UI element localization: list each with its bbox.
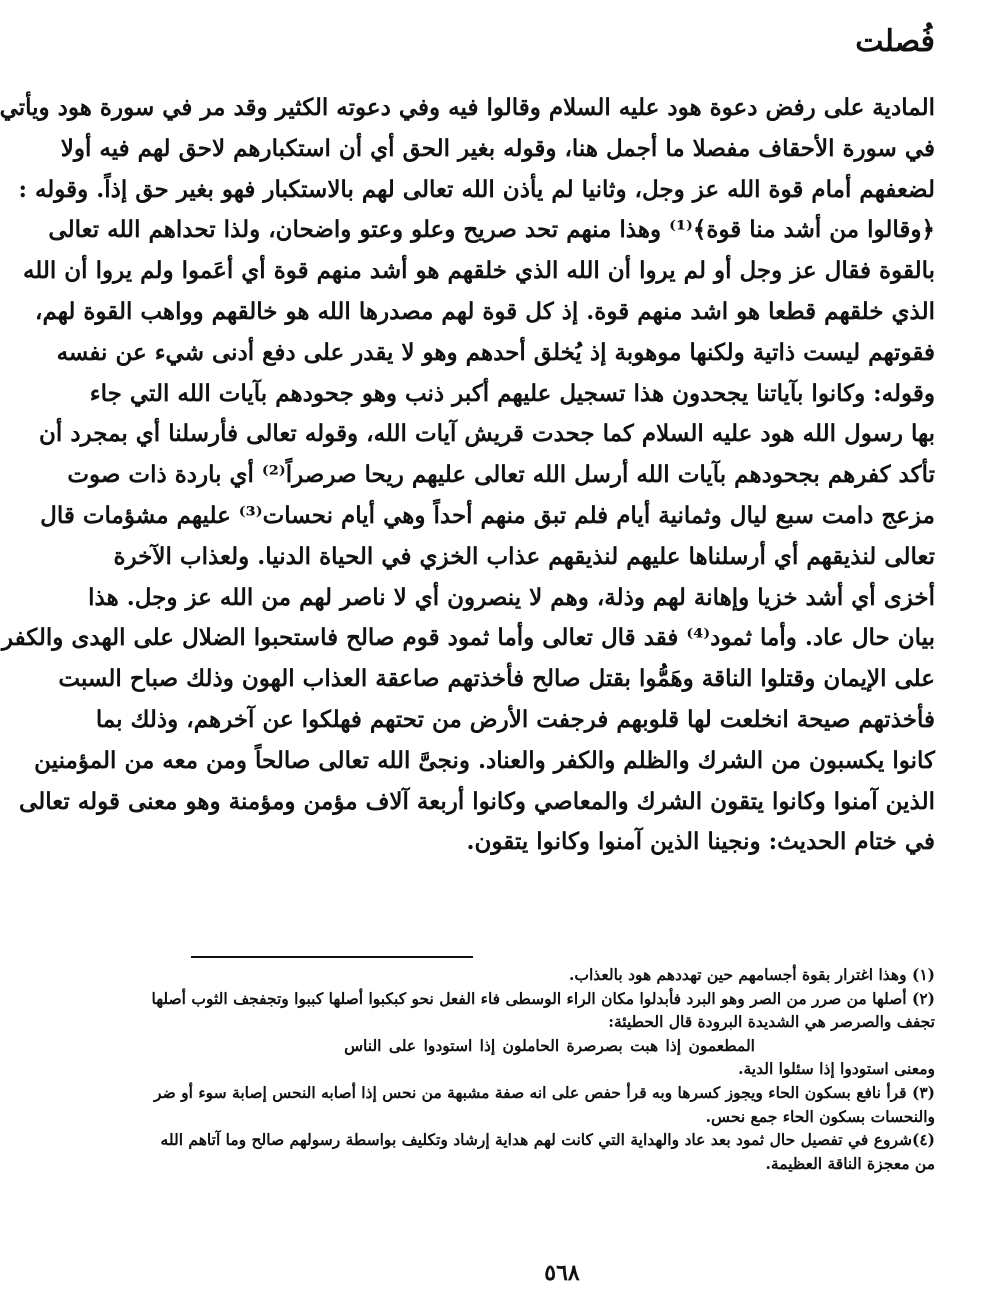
footnote-line: تجفف والصرصر هي الشديدة البرودة قال الحطيئة: bbox=[608, 1012, 935, 1032]
text-line: في سورة الأحقاف مفصلا ما أجمل هنا، وقوله بغير الحق أي أن استكبارهم لاحق لهم فيه أولا bbox=[60, 134, 935, 162]
text-line: وقوله: وكانوا بآياتنا يجحدون هذا تسجيل عليهم أكبر ذنب وهو جحودهم بآيات الله التي جاء bbox=[89, 379, 935, 407]
text-line: فأخذتهم صيحة انخلعت لها قلوبهم فرجفت الأرض من تحتهم فهلكوا عن آخرهم، وذلك بما bbox=[95, 705, 935, 733]
text-line: بالقوة فقال عز وجل أو لم يروا أن الله الذي خلقهم هو أشد منهم قوة أي أعَموا ولم يروا أن الله bbox=[22, 257, 935, 285]
text-line: فقوتهم ليست ذاتية ولكنها موهوبة إذ يُخلق أحدهم وهو لا يقدر على دفع أدنى شيء عن نفسه bbox=[56, 338, 935, 366]
footnotes bbox=[151, 963, 935, 1175]
footnote-line: (٣) قرأ نافع بسكون الحاء ويجوز كسرها وبه قرأ حفص على انه صفة مشبهة من نحس إذا أصابه النحس إصابة سوء أو ضر bbox=[154, 1082, 935, 1102]
text-line: مزعج دامت سبع ليال وثمانية أيام فلم تبق منهم أحداً وهي أيام نحسات⁽³⁾ عليهم مشؤمات قال bbox=[40, 501, 935, 529]
text-line: تعالى لنذيقهم أي أرسلناها عليهم لنذيقهم عذاب الخزي في الحياة الدنيا. ولعذاب الآخرة bbox=[113, 542, 935, 570]
text-line: الذين آمنوا وكانوا يتقون الشرك والمعاصي وكانوا أربعة آلاف مؤمن ومؤمنة وهو معنى قوله تعالى bbox=[19, 787, 935, 815]
footnote-divider bbox=[191, 956, 473, 958]
text-line: ﴿وقالوا من أشد منا قوة﴾⁽¹⁾ وهذا منهم تحد صريح وعلو وعتو واضحان، ولذا تحداهم الله تعالى bbox=[48, 216, 935, 244]
footnote-line: والنحسات بسكون الحاء جمع نحس. bbox=[705, 1106, 935, 1126]
surah-title: فُصلت bbox=[855, 24, 935, 59]
text-line: في ختام الحديث: ونجينا الذين آمنوا وكانوا يتقون. bbox=[466, 828, 935, 856]
text-line: المادية على رفض دعوة هود عليه السلام وقالوا فيه وفي دعوته الكثير وقد مر في سورة هود ويأتي bbox=[0, 94, 935, 121]
text-line: كانوا يكسبون من الشرك والظلم والكفر والعناد. ونجىَّ الله تعالى صالحاً ومن معه من المؤمنين bbox=[34, 746, 935, 774]
footnote-line: من معجزة الناقة العظيمة. bbox=[765, 1153, 935, 1173]
text-line: بها رسول الله هود عليه السلام كما جحدت قريش آيات الله، وقوله تعالى فأرسلنا أي بمجرد أن bbox=[39, 420, 935, 448]
main-text bbox=[0, 88, 935, 863]
text-line: تأكد كفرهم بجحودهم بآيات الله أرسل الله تعالى عليهم ريحا صرصراً⁽²⁾ أي باردة ذات صوت bbox=[67, 461, 935, 489]
footnote-line: ومعنى استودوا إذا سئلوا الدية. bbox=[738, 1059, 935, 1079]
text-line: على الإيمان وقتلوا الناقة وهَمُّوا بقتل صالح فأخذتهم صاعقة العذاب الهون وذلك صباح السبت bbox=[58, 665, 935, 693]
text-line: أخزى أي أشد خزيا وإهانة لهم وذلة، وهم لا ينصرون أي لا ناصر لهم من الله عز وجل. هذا bbox=[88, 583, 935, 611]
footnote-line: (٤)شروع في تفصيل حال ثمود بعد عاد والهداية التي كانت لهم هداية إرشاد وتكليف بواسطة رسولهم صالح وما آتاهم الله bbox=[160, 1130, 935, 1150]
page-number: ٥٦٨ bbox=[544, 1260, 580, 1286]
footnote-line: (٢) أصلها من صرر من الصر وهو البرد فأبدلوا مكان الراء الوسطى فاء الفعل نحو كبكبوا أصلها كببوا وتجفجف الثوب أصلها bbox=[151, 988, 935, 1008]
text-line: الذي خلقهم قطعا هو اشد منهم قوة. إذ كل قوة لهم مصدرها الله هو خالقهم وواهب القوة لهم، bbox=[35, 297, 935, 325]
poetry-verse: المطعمون إذا هبت بصرصرة الحاملون إذا استودوا على الناس bbox=[344, 1035, 755, 1055]
text-line: لضعفهم أمام قوة الله عز وجل، وثانيا لم يأذن الله تعالى لهم بالاستكبار فهو بغير حق إذاً. وقوله : bbox=[18, 175, 935, 203]
text-line: بيان حال عاد. وأما ثمود⁽⁴⁾ فقد قال تعالى وأما ثمود قوم صالح فاستحبوا الضلال على الهدى والكفر bbox=[1, 624, 935, 652]
footnote-line: (١) وهذا اغترار بقوة أجسامهم حين تهددهم هود بالعذاب. bbox=[569, 965, 935, 984]
